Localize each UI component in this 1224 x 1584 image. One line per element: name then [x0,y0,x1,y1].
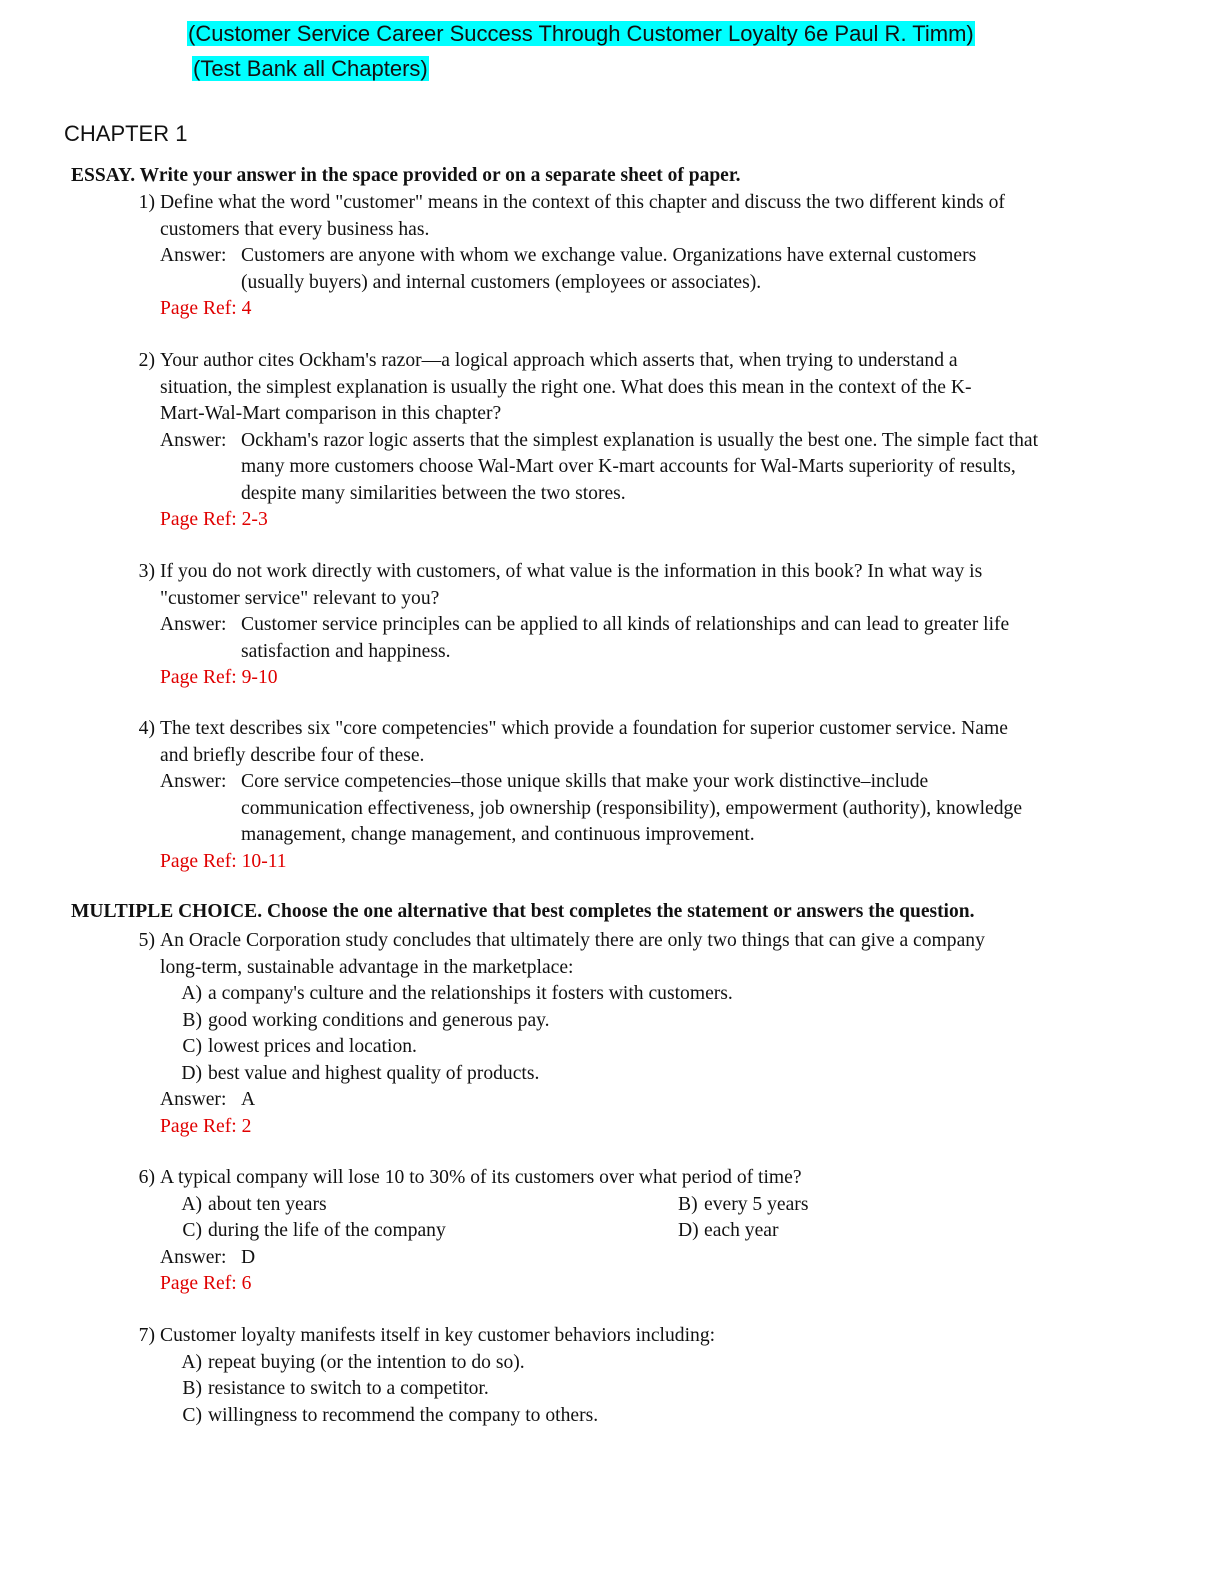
text-line [0,639,1224,666]
option-text: resistance to switch to a competitor. [208,1378,489,1399]
text-line [0,928,1224,955]
question-text: customers that every business has. [160,218,430,240]
option-text: repeat buying (or the intention to do so). [208,1351,525,1373]
question-number: 5) [138,930,155,951]
option-letter: A) [181,983,202,1004]
option-letter: B) [678,1193,698,1215]
text-line [0,612,1224,639]
page-ref: Page Ref: 2-3 [160,509,268,530]
text-line [0,1034,1224,1061]
text-line [0,849,1224,876]
text-line [0,1061,1224,1088]
option-letter: A) [181,1193,202,1215]
page-ref: Page Ref: 4 [160,298,252,319]
answer-label: Answer: [160,1089,227,1110]
text-line [0,1271,1224,1298]
option-letter: B) [182,1009,202,1031]
question-number: 7) [138,1325,155,1346]
answer-text: Core service competencies–those unique skills that make your work distinctive–include [241,771,929,792]
text-line [0,296,1224,323]
text-line [0,769,1224,796]
question-5 [0,928,1224,1140]
question-text: An Oracle Corporation study concludes that ultimately there are only two things that can give a company [160,930,985,951]
question-7 [0,1323,1224,1429]
text-line [0,586,1224,613]
question-3 [0,559,1224,692]
question-text: and briefly describe four of these. [160,744,425,766]
answer-label: Answer: [160,429,227,451]
text-line [0,1087,1224,1114]
text-line [0,1165,1224,1192]
page-ref: Page Ref: 6 [160,1273,252,1294]
text-line [0,559,1224,586]
answer-text: many more customers choose Wal-Mart over K-mart accounts for Wal-Marts superiority of results, [241,456,1016,477]
option-text: each year [704,1220,779,1241]
text-line [0,454,1224,481]
text-line [0,1114,1224,1141]
text-line [0,1218,1224,1245]
question-text: situation, the simplest explanation is usually the right one. What does this mean in the context of the K- [160,376,972,398]
question-number: 1) [138,192,155,213]
question-number: 6) [138,1167,155,1188]
answer-label: Answer: [160,614,227,635]
option-text: every 5 years [704,1193,809,1215]
text-line [0,190,1224,217]
text-line [0,270,1224,297]
text-line [0,981,1224,1008]
question-number: 4) [138,718,155,739]
question-2 [0,348,1224,534]
question-text: Define what the word "customer" means in the context of this chapter and discuss the two different kinds of [160,192,1005,213]
text-line [0,243,1224,270]
question-text: The text describes six "core competencies" which provide a foundation for superior customer service. Name [160,718,1008,739]
answer-label: Answer: [160,771,227,792]
option-letter: C) [182,1220,202,1241]
option-letter: D) [678,1220,699,1241]
mc-section-heading: MULTIPLE CHOICE. Choose the one alternative that best completes the statement or answers the question. [71,901,975,922]
question-text: Your author cites Ockham's razor—a logical approach which asserts that, when trying to understand a [160,350,958,371]
text-line [0,1323,1224,1350]
answer-text: management, change management, and continuous improvement. [241,824,755,845]
document-subtitle: (Test Bank all Chapters) [193,56,428,81]
answer-text: Customers are anyone with whom we exchange value. Organizations have external customers [241,245,977,266]
option-letter: B) [182,1378,202,1399]
text-line [0,743,1224,770]
answer-text: A [241,1089,256,1110]
text-line [0,1376,1224,1403]
question-6 [0,1165,1224,1298]
question-text: If you do not work directly with customers, of what value is the information in this book? In what way is [160,561,983,582]
text-line [0,822,1224,849]
text-line [0,1245,1224,1272]
answer-text: despite many similarities between the two stores. [241,482,626,504]
text-line [0,955,1224,982]
question-text: Mart-Wal-Mart comparison in this chapter? [160,403,502,424]
option-text: best value and highest quality of products. [208,1062,540,1084]
question-text: Customer loyalty manifests itself in key customer behaviors including: [160,1325,716,1346]
option-text: good working conditions and generous pay. [208,1009,550,1031]
answer-text: satisfaction and happiness. [241,640,451,662]
option-text: willingness to recommend the company to others. [208,1404,599,1426]
chapter-heading: CHAPTER 1 [64,121,188,146]
text-line [0,401,1224,428]
text-line [0,796,1224,823]
option-text: during the life of the company [208,1220,446,1241]
option-letter: D) [181,1062,202,1084]
option-letter: C) [182,1404,202,1426]
page-ref: Page Ref: 2 [160,1115,252,1137]
text-line [0,428,1224,455]
question-number: 2) [138,350,155,371]
answer-label: Answer: [160,245,227,266]
text-line [0,217,1224,244]
question-text: A typical company will lose 10 to 30% of its customers over what period of time? [160,1167,802,1188]
text-line [0,507,1224,534]
text-line [0,1008,1224,1035]
option-text: lowest prices and location. [208,1036,417,1057]
text-line [0,1350,1224,1377]
text-line [0,1403,1224,1430]
option-letter: C) [182,1036,202,1057]
option-letter: A) [181,1351,202,1373]
answer-text: (usually buyers) and internal customers (employees or associates). [241,271,762,293]
text-line [0,716,1224,743]
text-line [0,348,1224,375]
answer-text: Customer service principles can be applied to all kinds of relationships and can lead to greater life [241,614,1010,635]
answer-text: Ockham's razor logic asserts that the simplest explanation is usually the best one. The simple fact that [241,429,1039,451]
essay-section-heading: ESSAY. Write your answer in the space provided or on a separate sheet of paper. [71,165,741,186]
question-1 [0,190,1224,323]
answer-text: D [241,1246,256,1268]
text-line [0,481,1224,508]
question-text: long-term, sustainable advantage in the marketplace: [160,956,574,978]
question-4 [0,716,1224,875]
text-line [0,375,1224,402]
answer-text: communication effectiveness, job ownership (responsibility), empowerment (authority), knowledge [241,797,1023,819]
page-ref: Page Ref: 10-11 [160,850,287,872]
option-text: a company's culture and the relationships it fosters with customers. [208,983,733,1004]
page-ref: Page Ref: 9-10 [160,667,278,688]
question-text: "customer service" relevant to you? [160,587,440,609]
option-text: about ten years [208,1193,327,1215]
text-line [0,1192,1224,1219]
document-title: (Customer Service Career Success Through Customer Loyalty 6e Paul R. Timm) [188,21,974,46]
question-number: 3) [138,561,155,582]
text-line [0,665,1224,692]
answer-label: Answer: [160,1246,227,1268]
